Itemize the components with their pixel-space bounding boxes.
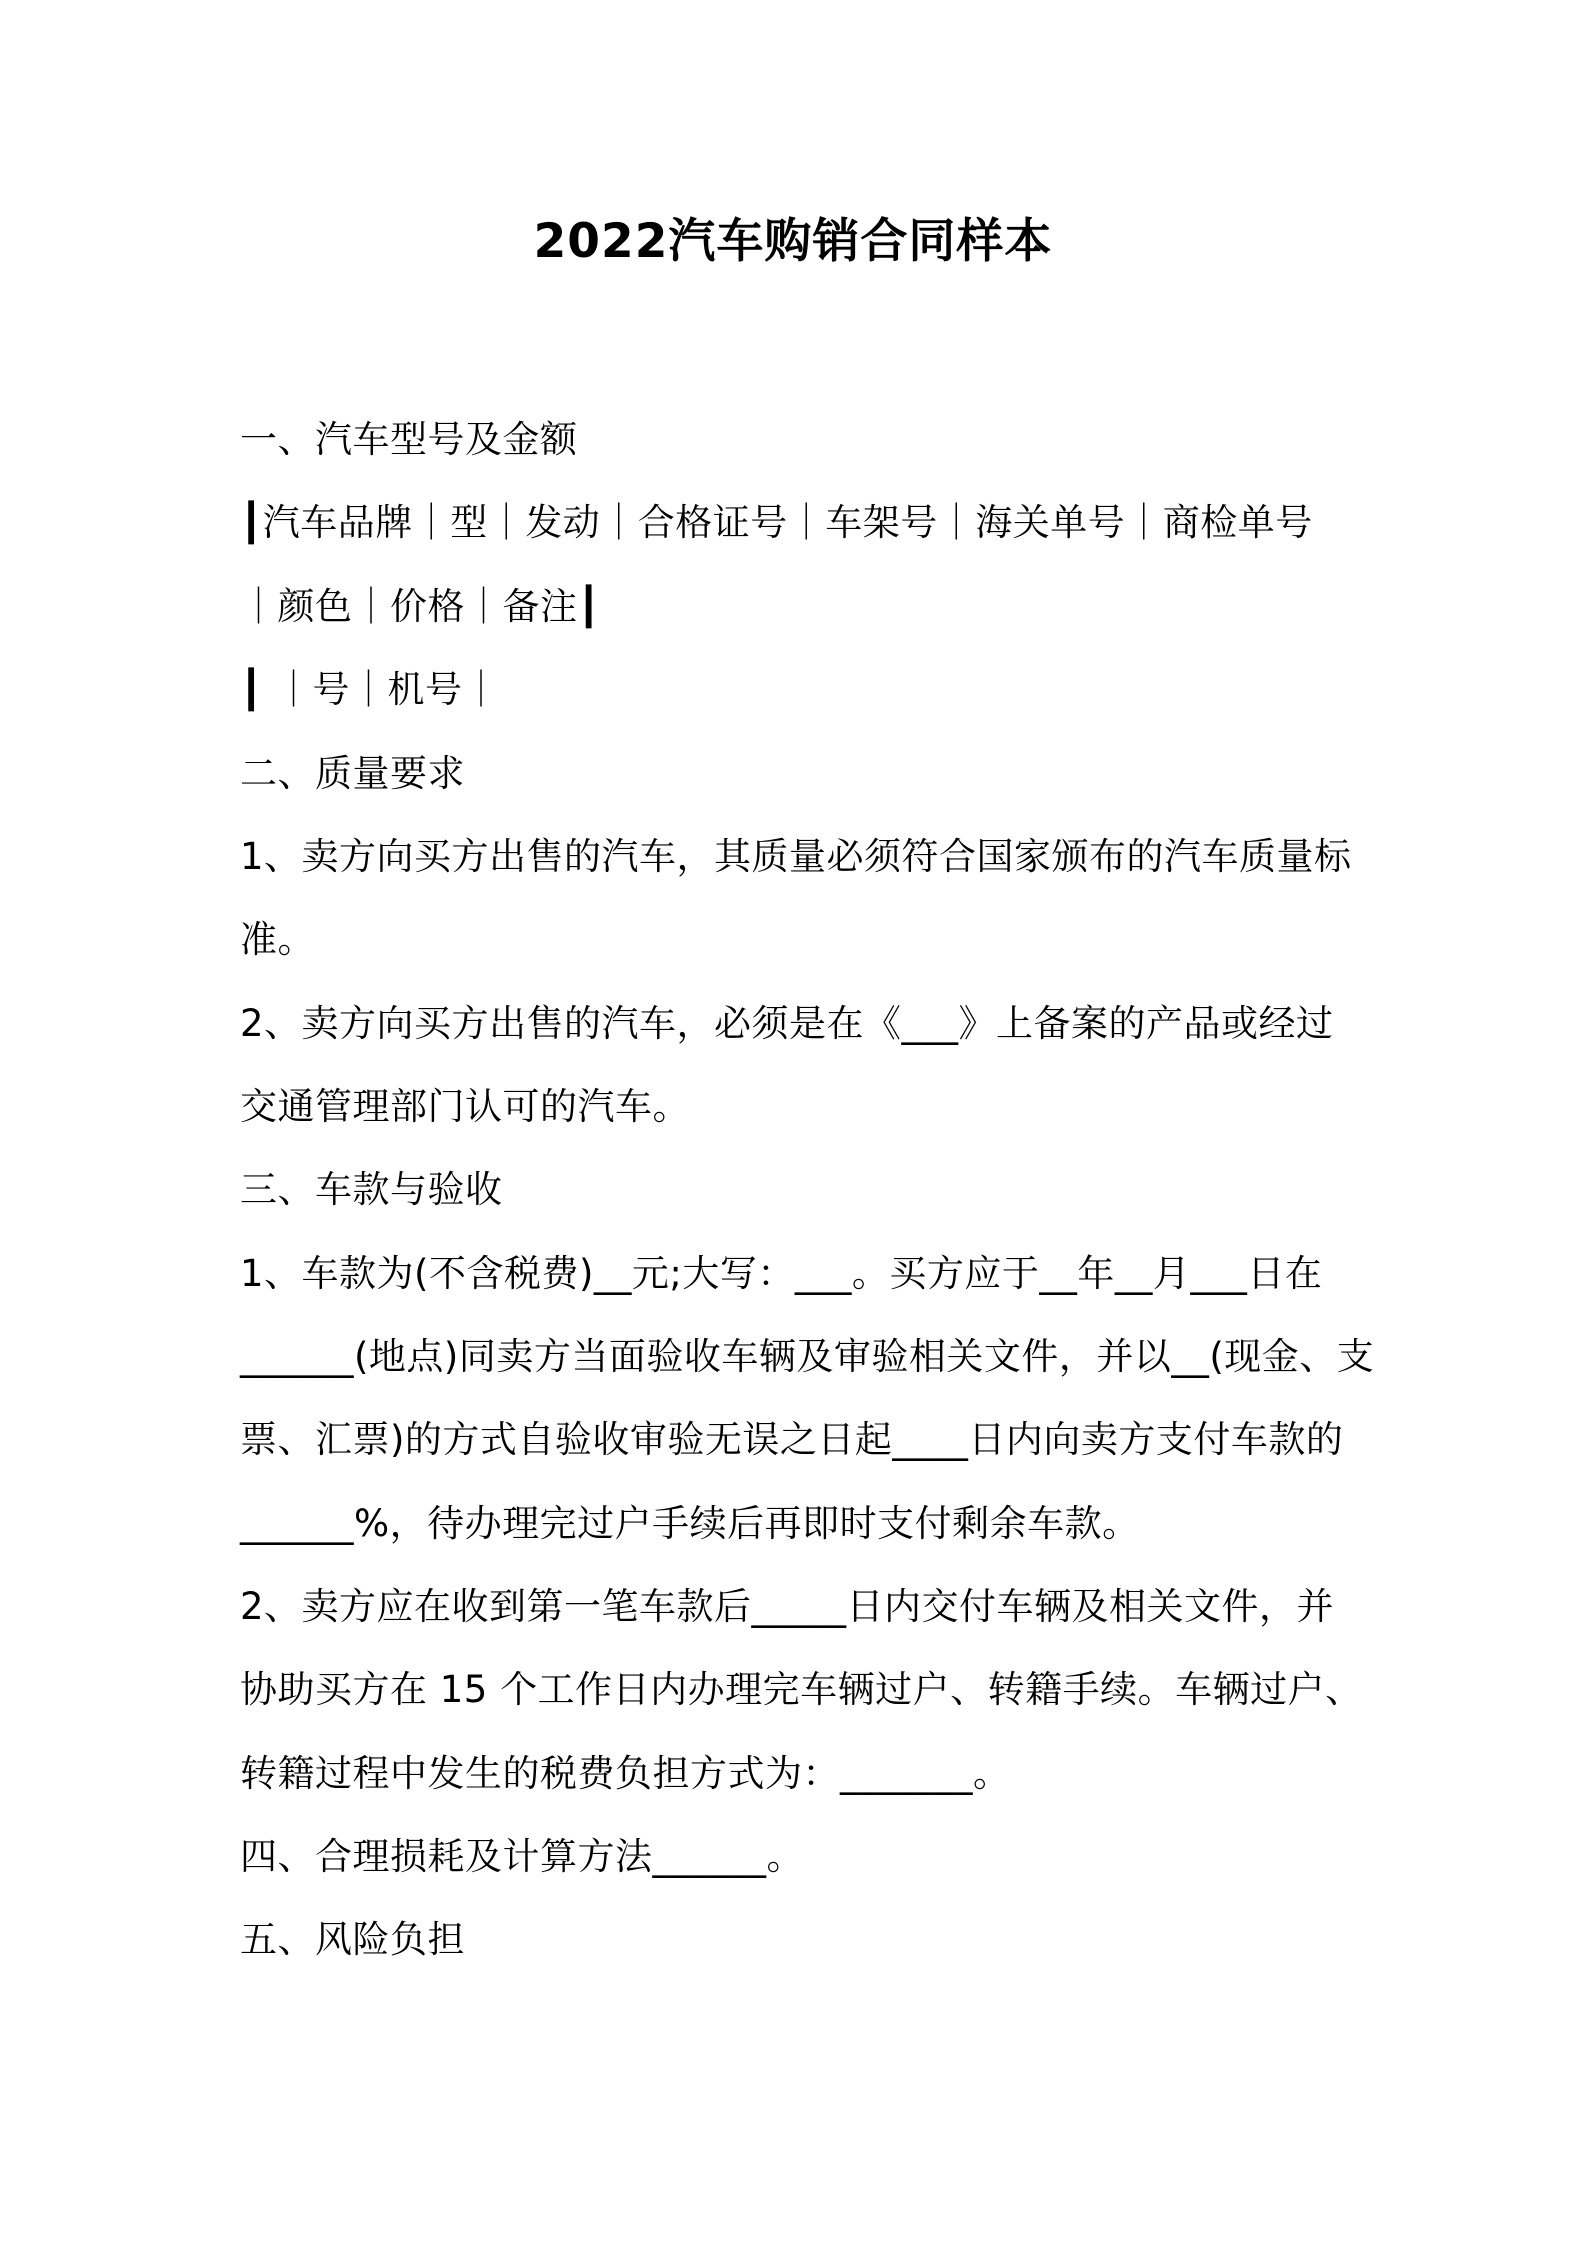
- paragraph-line: 1、卖方向买方出售的汽车，其质量必须符合国家颁布的汽车质量标: [240, 835, 1352, 878]
- paragraph-line: 交通管理部门认可的汽车。: [240, 1085, 690, 1128]
- section-heading-payment-acceptance: 三、车款与验收: [240, 1168, 503, 1211]
- paragraph-line: 协助买方在 15 个工作日内办理完车辆过户、转籍手续。车辆过户、: [240, 1668, 1363, 1711]
- paragraph-line: 2、卖方应在收到第一笔车款后_____日内交付车辆及相关文件，并: [240, 1585, 1335, 1628]
- table-header-row-1: ┃汽车品牌｜型｜发动｜合格证号｜车架号｜海关单号｜商检单号: [240, 501, 1313, 544]
- section-heading-quality: 二、质量要求: [240, 752, 465, 795]
- paragraph-line: 准。: [240, 918, 315, 961]
- section-heading-losses: 四、合理损耗及计算方法______。: [240, 1835, 804, 1878]
- paragraph-line: 票、汇票)的方式自验收审验无误之日起____日内向卖方支付车款的: [240, 1418, 1344, 1461]
- table-header-row-2: ｜颜色｜价格｜备注┃: [240, 585, 601, 628]
- paragraph-line: 转籍过程中发生的税费负担方式为：_______。: [240, 1752, 1011, 1795]
- document-title: 2022汽车购销合同样本: [533, 214, 1053, 269]
- section-heading-risk: 五、风险负担: [240, 1918, 465, 1961]
- paragraph-line: ______(地点)同卖方当面验收车辆及审验相关文件，并以__(现金、支: [240, 1335, 1375, 1378]
- paragraph-line: ______%，待办理完过户手续后再即时支付剩余车款。: [240, 1502, 1140, 1545]
- section-heading-vehicle-model-amount: 一、汽车型号及金额: [240, 418, 578, 461]
- paragraph-line: 2、卖方向买方出售的汽车，必须是在《___》上备案的产品或经过: [240, 1002, 1334, 1045]
- paragraph-line: 1、车款为(不含税费)__元;大写：___。买方应于__年__月___日在: [240, 1252, 1323, 1295]
- table-header-row-3: ┃ ｜号｜机号｜: [240, 668, 501, 711]
